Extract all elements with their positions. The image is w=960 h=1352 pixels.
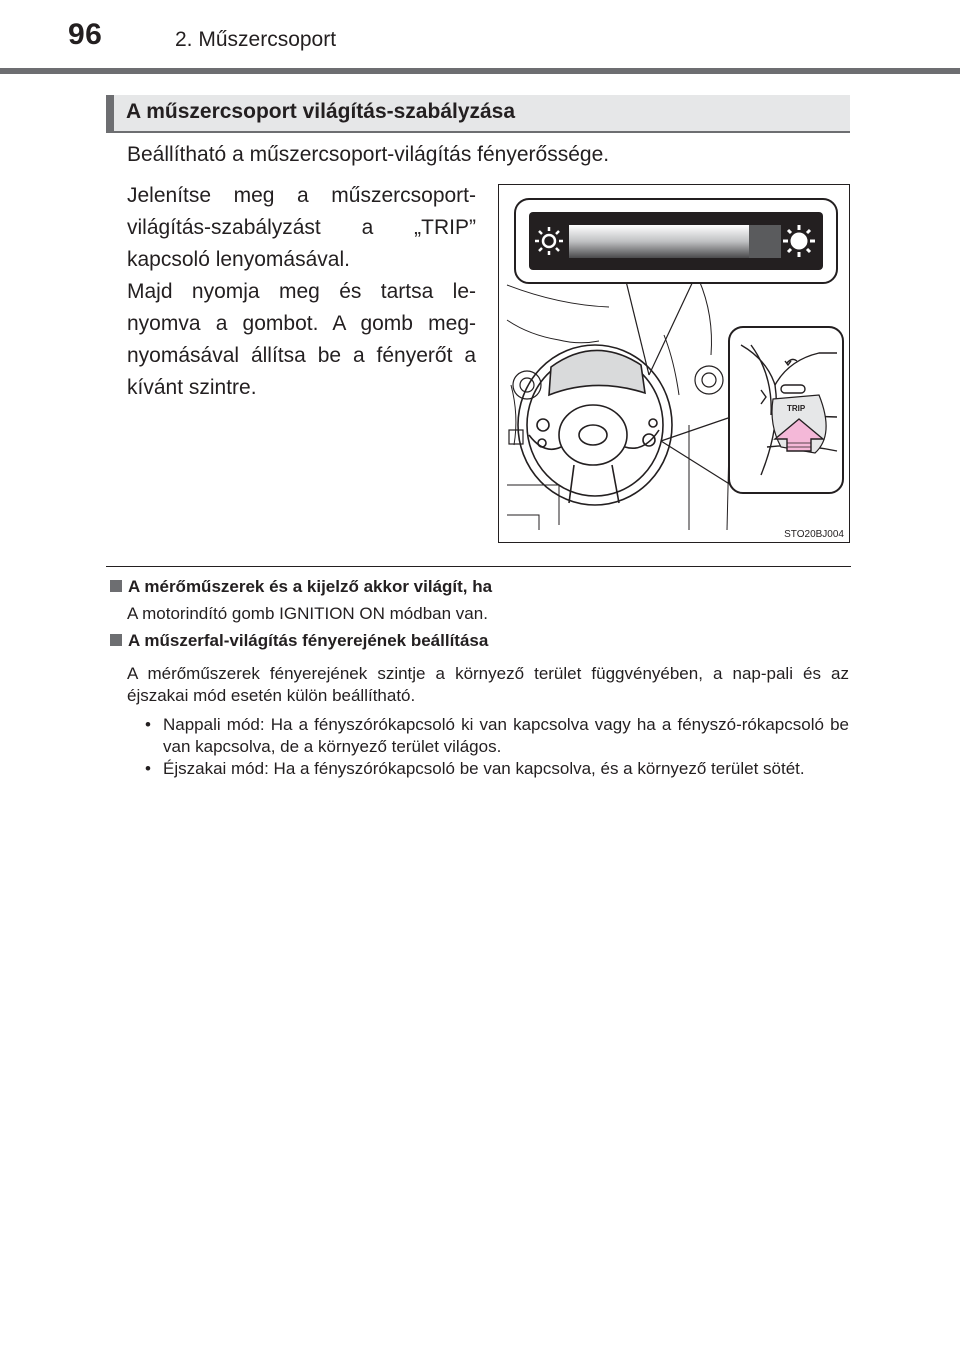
list-item-text: Éjszakai mód: Ha a fényszórókapcsoló be van kapcsolva, és a környező terület sötét. (163, 759, 805, 778)
note-heading-2 (110, 631, 488, 651)
note-heading-1 (110, 577, 492, 597)
list-item (145, 758, 849, 780)
trip-button-label: TRIP (787, 404, 806, 413)
chapter-title: 2. Műszercsoport (175, 28, 337, 51)
intro-text: Beállítható a műszercsoport-világítás fényerőssége. (127, 143, 610, 166)
section-heading-text: A műszercsoport világítás-szabályzása (126, 100, 516, 123)
instruction-paragraph-2: Majd nyomja meg és tartsa le-nyomva a gombot. A gomb meg-nyomásával állítsa be a fényerőt a kívánt szintre. (127, 280, 476, 399)
bullet-dot: • (145, 759, 151, 778)
heading-accent-bar (106, 95, 114, 131)
page-header (0, 0, 960, 74)
header-rule (0, 68, 960, 74)
note-text-1: A motorindító gomb IGNITION ON módban van. (127, 604, 488, 623)
figure-code: STO20BJ004 (784, 529, 844, 540)
section-heading (106, 95, 850, 133)
page-number: 96 (68, 18, 103, 51)
instruction-paragraph-1: Jelenítse meg a műszercsoport-világítás-szabályzást a „TRIP” kapcsoló lenyomásával. (127, 184, 476, 271)
list-item-text: Nappali mód: Ha a fényszórókapcsoló ki van kapcsolva vagy ha a fényszó-rókapcsoló be van kapcsolva, de a környező terület világos. (163, 715, 849, 756)
section-divider (106, 566, 851, 567)
note-text-2: A mérőműszerek fényerejének szintje a környező terület függvényében, a nap-pali és az éjszakai mód esetén külön beállítható. (127, 664, 849, 705)
bullet-dot: • (145, 715, 151, 734)
steering-wheel-illustration (499, 185, 851, 544)
note-heading-1-text: A mérőműszerek és a kijelző akkor világít, ha (128, 577, 493, 596)
brightness-level-fill (569, 225, 749, 258)
instrument-illustration (498, 184, 850, 543)
list-item (145, 714, 849, 758)
square-bullet-icon (110, 634, 122, 646)
mode-list (145, 714, 849, 780)
square-bullet-icon (110, 580, 122, 592)
note-heading-2-text: A műszerfal-világítás fényerejének beállítása (128, 631, 489, 650)
